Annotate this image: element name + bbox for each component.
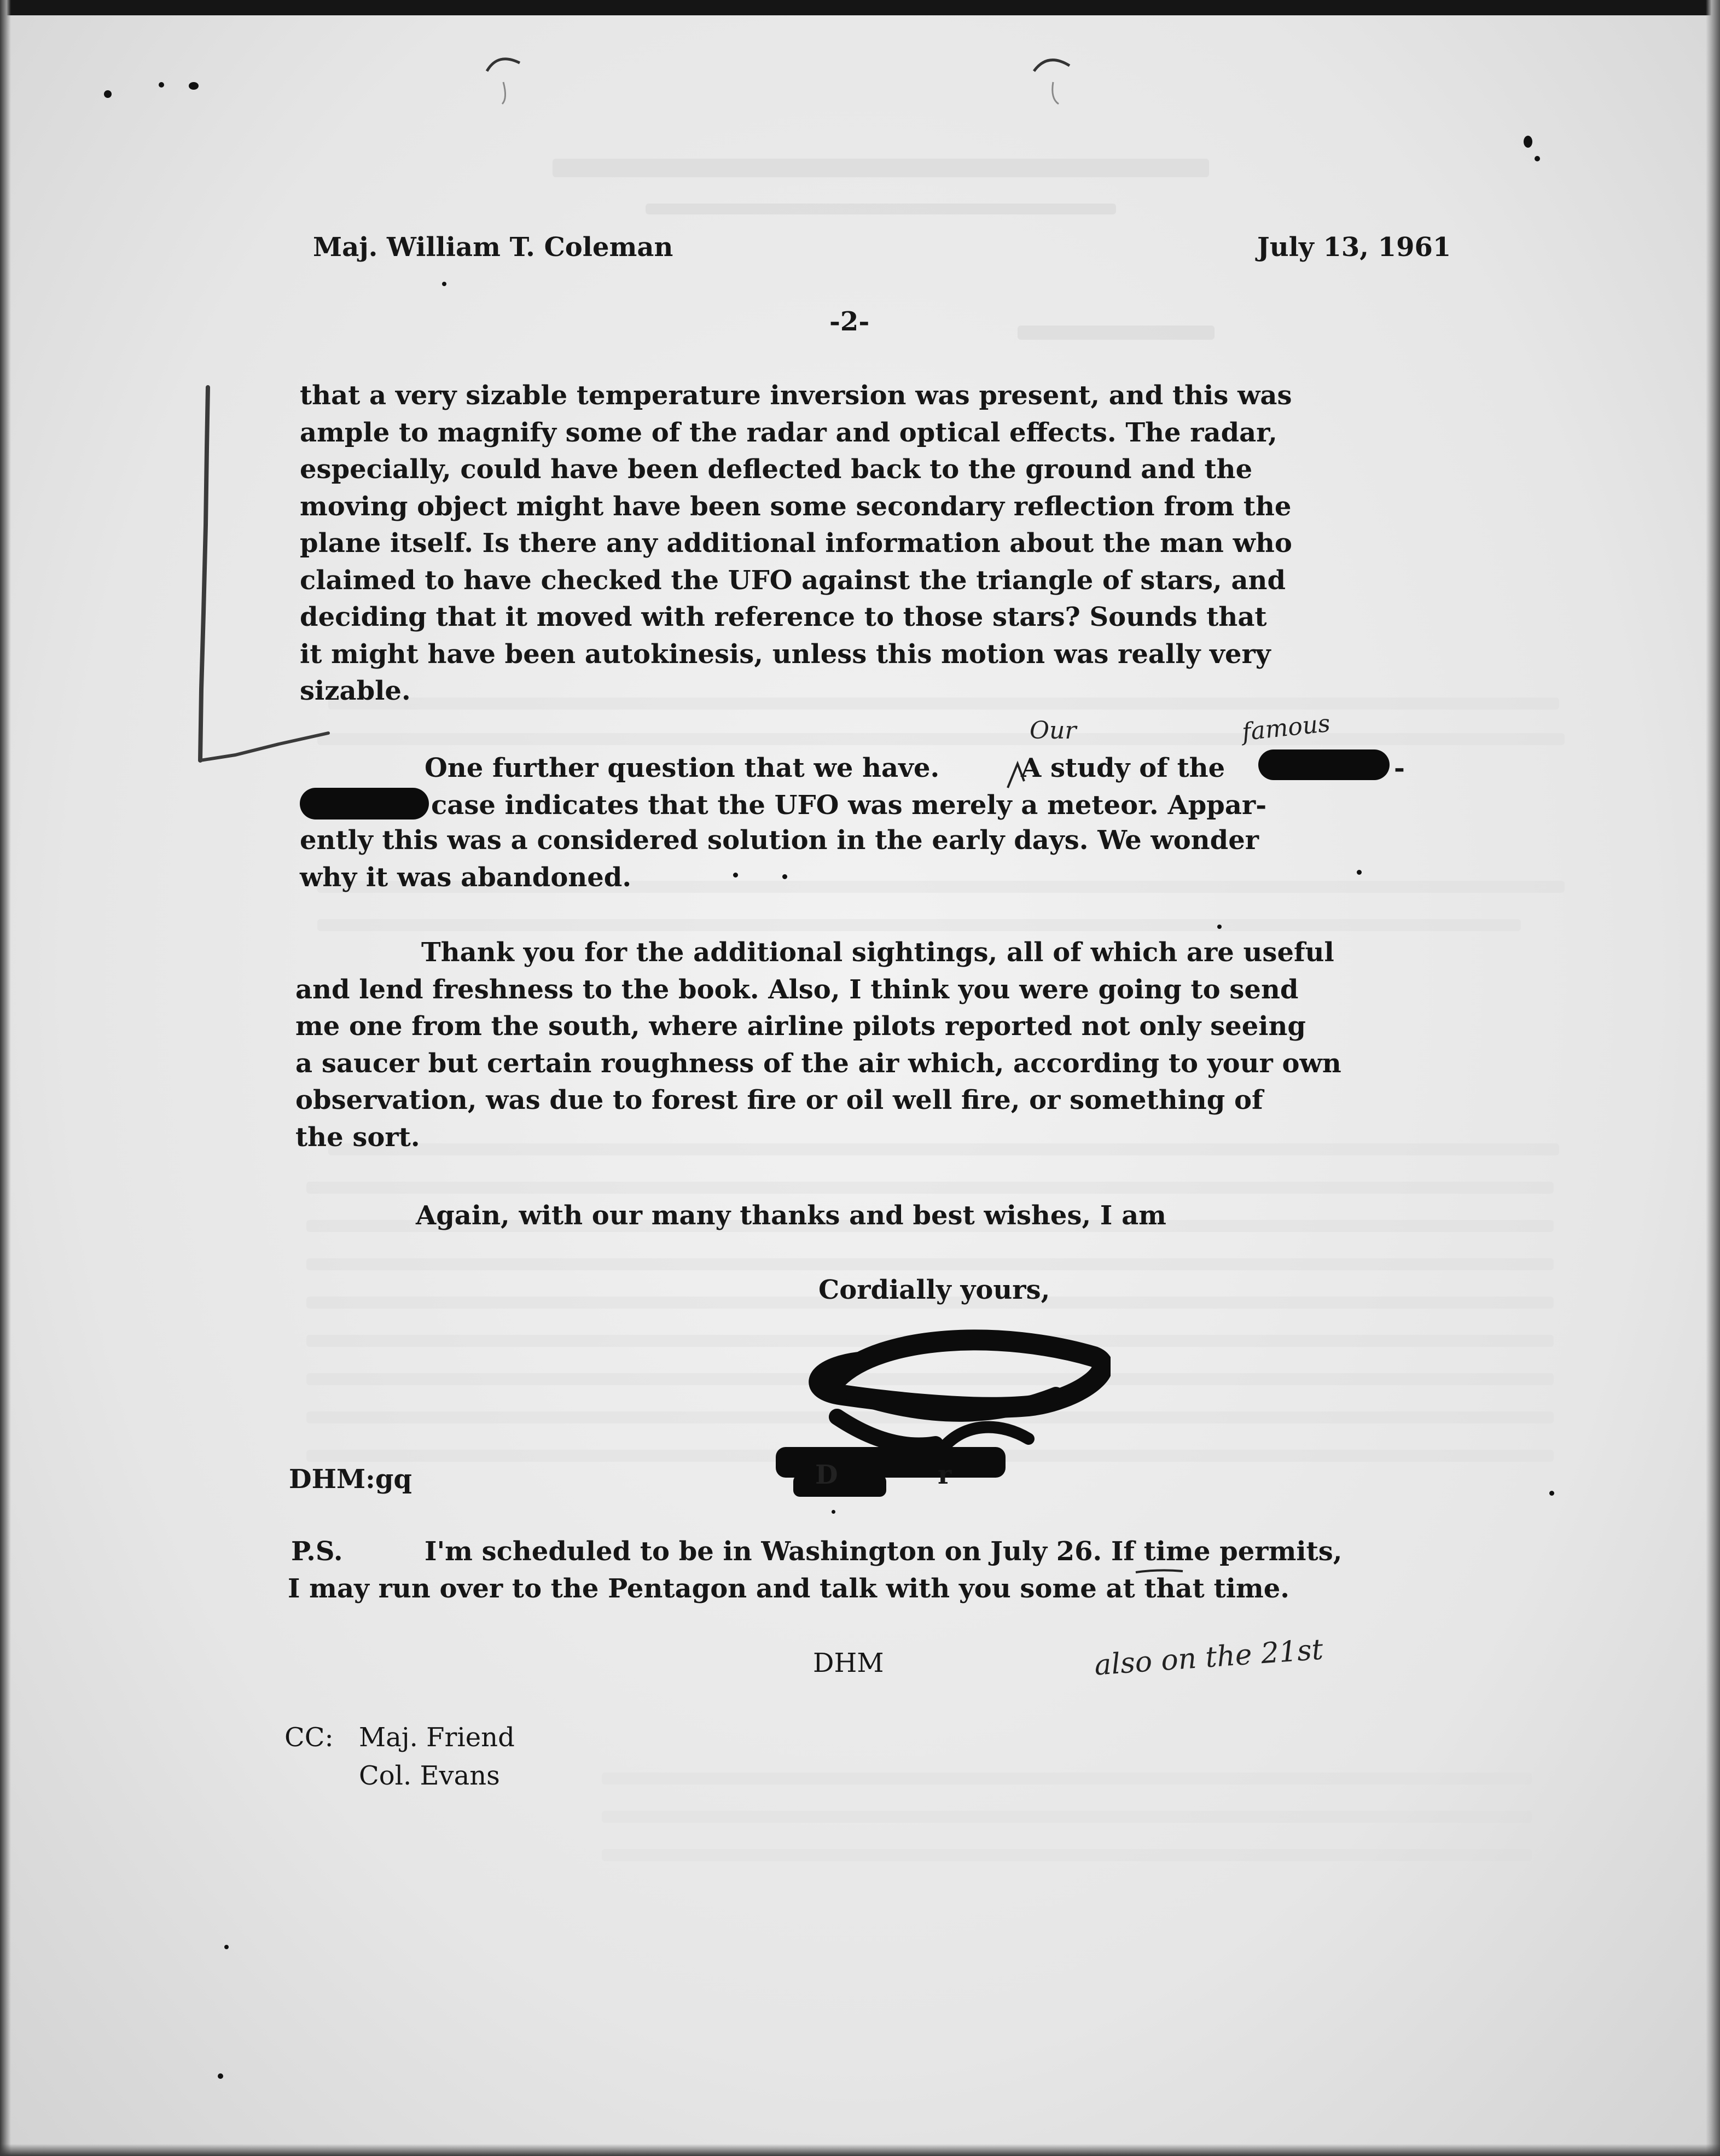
text-line: ample to magnify some of the radar and optical effects. The radar,: [300, 417, 1277, 448]
paragraph-question-rest: [300, 822, 1259, 896]
text-line: me one from the south, where airline pilots reported not only seeing: [295, 1011, 1306, 1042]
text-line: sizable.: [300, 676, 411, 706]
handwritten-margin-note: also on the 21st: [1093, 1633, 1324, 1682]
punch-hole-mark-right: [1028, 49, 1078, 109]
text-line: plane itself. Is there any additional information about the man who: [300, 528, 1292, 559]
ps-label: P.S.: [291, 1536, 343, 1567]
closing-salutation: Cordially yours,: [818, 1275, 1050, 1305]
cc-recipient: Maj. Friend: [359, 1722, 515, 1753]
caret-insert-mark: [1006, 759, 1027, 792]
recipient-name: Maj. William T. Coleman: [313, 232, 673, 263]
text-line: ently this was a considered solution in the early days. We wonder: [300, 825, 1259, 856]
scan-right-edge: [1706, 0, 1720, 2156]
text-line: deciding that it moved with reference to those stars? Sounds that: [300, 602, 1267, 632]
paragraph-question-line2: case indicates that the UFO was merely a meteor. Appar-: [431, 790, 1267, 821]
scan-left-edge: [0, 0, 11, 2156]
letter-date: July 13, 1961: [1257, 232, 1451, 263]
paragraph-question-start: One further question that we have.: [425, 753, 940, 783]
text-line: a saucer but certain roughness of the air which, according to your own: [295, 1048, 1341, 1079]
text-line: it might have been autokinesis, unless this motion was really very: [300, 638, 1271, 670]
typist-initials: DHM:gq: [289, 1464, 412, 1495]
cc-label: CC:: [284, 1722, 334, 1753]
text-line: claimed to have checked the UFO against the triangle of stars, and: [300, 565, 1286, 596]
text-line: moving object might have been some secondary reflection from the: [300, 491, 1292, 522]
cc-recipient: Col. Evans: [359, 1760, 500, 1791]
redaction-case-name-2: [300, 788, 429, 820]
scan-top-border: [0, 0, 1720, 15]
text-line: observation, was due to forest fire or oil well fire, or something of: [295, 1085, 1263, 1115]
text-line: the sort.: [295, 1121, 420, 1153]
paragraph-sightings: [295, 934, 1341, 1156]
ps-line-1: I'm scheduled to be in Washington on July 26. If time permits,: [425, 1536, 1343, 1567]
text-line: Thank you for the additional sightings, all of which are useful: [421, 937, 1334, 968]
punch-hole-mark-left: [481, 49, 531, 109]
page-number: -2-: [829, 306, 870, 337]
signer-title-fragment-start: D: [815, 1460, 838, 1490]
paragraph-question-study: A study of the: [1021, 753, 1225, 783]
handwritten-famous: famous: [1240, 709, 1332, 747]
text-line: why it was abandoned.: [300, 862, 632, 893]
paragraph-inversion: [300, 377, 1292, 710]
hyphen: -: [1394, 753, 1405, 783]
ps-signature-initials: DHM: [813, 1648, 884, 1678]
paragraph-thanks: Again, with our many thanks and best wishes, I am: [416, 1200, 1166, 1231]
signer-title-fragment-end: r: [938, 1460, 952, 1490]
text-line: that a very sizable temperature inversion was present, and this was: [300, 380, 1292, 411]
redaction-case-name-1: [1258, 749, 1390, 780]
text-line: and lend freshness to the book. Also, I think you were going to send: [295, 974, 1299, 1005]
text-line: especially, could have been deflected back to the ground and the: [300, 454, 1253, 485]
scan-bottom-edge: [0, 2144, 1720, 2156]
handwritten-our: Our: [1030, 717, 1077, 745]
ps-line-2: I may run over to the Pentagon and talk with you some at that time.: [288, 1573, 1289, 1604]
